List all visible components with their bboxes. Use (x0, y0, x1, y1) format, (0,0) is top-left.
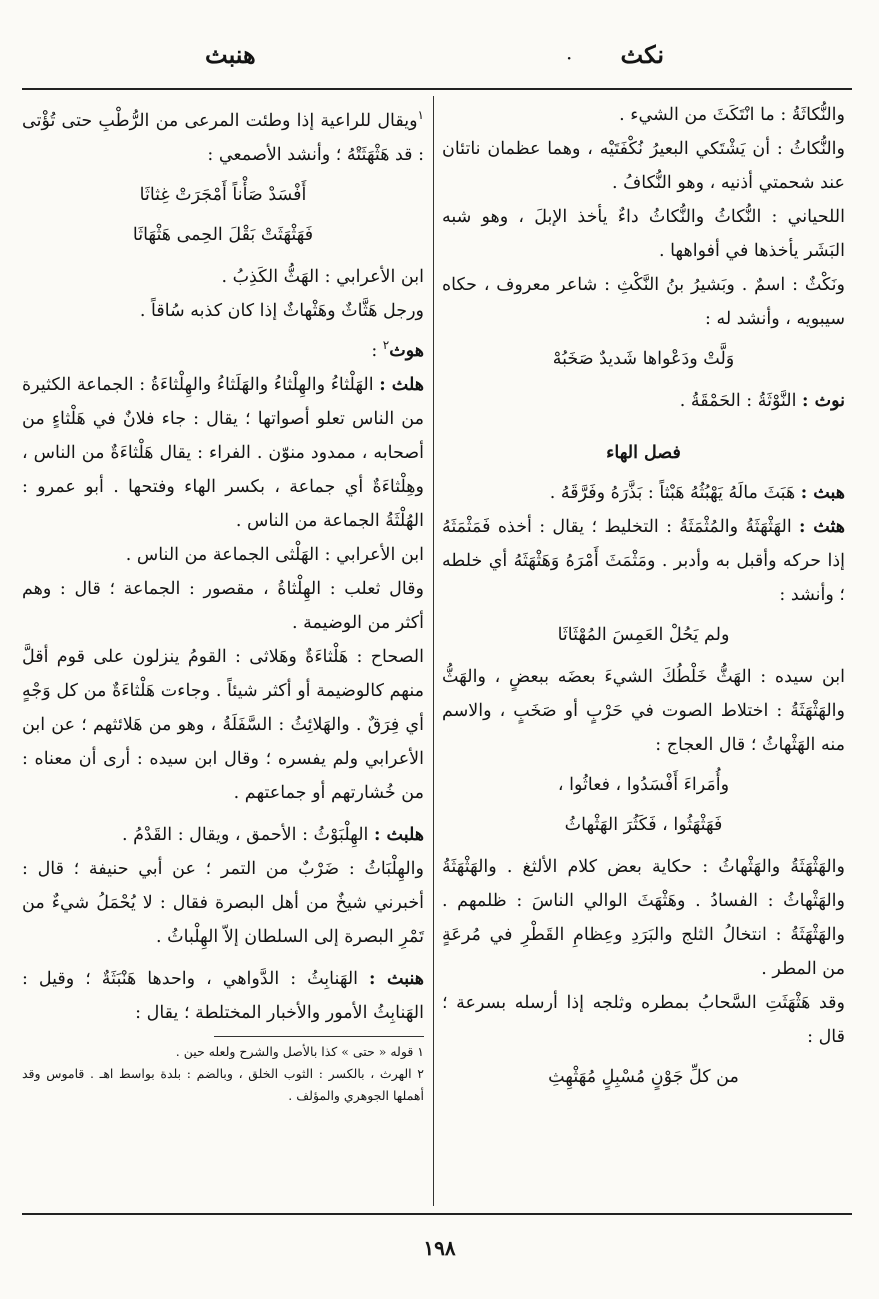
entry-text: ابن الأعرابي : الهَلْثى الجماعة من الناس . (125, 544, 424, 565)
entry-text: الهَنابِثُ : الدَّواهي ، واحدها هَنْبَثَةٌ ؛ وقيل : الهَنابِثُ الأمور والأخبار المختلطة ؛ يقال : (22, 968, 424, 1023)
entry-paragraph (22, 572, 424, 640)
entry-paragraph (442, 986, 845, 1054)
entry-text: الصحاح : هَلْثاءَةٌ وهَلاثى : القومُ ينزلون على قوم أقلَّ منهم كالوضيمة أو أكثر شيئاً . وجاءت هَلْثاءَةٌ من كل وَجْهٍ أي فِرَقٌ . والهَلائِثُ : السَّفَلَةُ ، وهو من هَلائثهم ؛ عن ابن الأعرابي ولم يفسره ؛ وقال ابن سيده : أرى أن معناه : من خُشارتهم أو جماعتهم . (22, 646, 424, 803)
entry-text: ابن سيده : الهَثُّ خَلْطُكَ الشيءَ بعضَه ببعضٍ ، والهَثُّ والهَثْهَثَةُ : اختلاط الصوت في حَرْبٍ أو صَخَبٍ ، والاسم منه الهَثْهاثُ ؛ قال العجاج : (442, 667, 845, 755)
entry-text: : (371, 340, 383, 361)
header-dot: · (566, 46, 573, 70)
entry-text: ورجل هَثَّاثٌ وهَثْهاثٌ إذا كان كذبه سُاقاً . (139, 300, 424, 321)
entry-paragraph (22, 218, 424, 252)
running-head-left: هنبث (205, 40, 256, 69)
entry-text: ويقال للراعية إذا وطئت المرعى من الرُّطْبِ حتى تُؤْتى : قد هَثْهَثَتْهُ ؛ وأنشد الأصمعي : (22, 110, 424, 165)
entry-paragraph (22, 294, 424, 328)
entry-text: ابن الأعرابي : الهَثُّ الكَذِبُ . (221, 266, 424, 287)
entry-paragraph (22, 328, 424, 368)
entry-paragraph (22, 852, 424, 954)
entry-text: والهَثْهَثَةُ والهَثْهاثُ : حكاية بعض كلام الألثغ . والهَثْهَثَةُ والهَثْهاثُ : الفسادُ . وهَثْهَثَ الوالي الناسَ : ظلمهم . والهَثْهَثَةُ : انتخالُ الثلج والبَرَدِ وعِظامِ القَطْرِ في مُرعَةٍ من المطر . (442, 857, 845, 979)
entry-text: النَّوْثَةُ : الحَمْقَةُ . (679, 391, 803, 411)
entry-text: ونَكْثٌ : اسمٌ . وبَشيرُ بنُ النَّكْثِ : شاعر معروف ، حكاه سيبويه ، وأنشد له : (442, 275, 845, 329)
entry-paragraph (22, 260, 424, 294)
headword: نوث : (802, 391, 845, 411)
left-column-body (22, 98, 424, 1030)
footnote-ref: ١ (417, 108, 424, 122)
footnote-separator (214, 1036, 424, 1037)
entry-text: الهَثْهَثَةُ والمُثْمَثَةُ : التخليط ؛ يقال : أخذه فَمَثْمَثَهُ إذا حركه وأقبل به وأدبر . ومَثْمَثَ أَمْرَهُ وَهَثْهَثَهُ أي خلطه ؛ وأنشد : (442, 517, 845, 605)
entry-paragraph (442, 850, 845, 986)
entry-text: وَلَّتْ ودَعْواها شَديدٌ صَخَبُهْ (552, 349, 735, 369)
footnote-2: ٢ الهرث ، بالكسر : الثوب الخلق ، وبالضم : بلدة بواسط اهـ . قاموس وقد أهملها الجوهري والمؤلف . (22, 1065, 424, 1103)
entry-text: والنُّكاثَةُ : ما انْتَكَثَ من الشيء . (619, 105, 845, 125)
headword: هلبث : (373, 824, 424, 845)
left-column (22, 98, 424, 1107)
entry-paragraph (442, 660, 845, 762)
entry-text: وقال ثعلب : الهِلْثاةُ ، مقصور : الجماعة ؛ قال : وهم أكثر من الوضيمة . (22, 578, 424, 633)
entry-paragraph (22, 818, 424, 852)
entry-text: فَهَثْهَثَتْ بَقْلَ الحِمى هَثْهَاثَا (132, 224, 314, 245)
entry-paragraph (442, 1060, 845, 1094)
footnote-ref: ٢ (382, 337, 390, 352)
entry-paragraph (22, 98, 424, 172)
entry-paragraph (442, 618, 845, 652)
entry-text: وأُمَراءَ أَفْسَدُوا ، فعاثُوا ، (557, 775, 730, 795)
entry-paragraph (22, 538, 424, 572)
entry-paragraph (22, 962, 424, 1030)
entry-text: وقد هَثْهَثَتِ السَّحابُ بمطره وثلجه إذا أرسله بسرعة ؛ قال : (442, 993, 845, 1047)
headword: هثث : (799, 517, 845, 537)
headword: هنبث : (369, 968, 425, 989)
headword: هلث : (379, 374, 424, 395)
column-divider (433, 96, 434, 1206)
headword: هوث (389, 340, 424, 361)
entry-text: فصل الهاء (606, 443, 681, 463)
entry-paragraph (22, 640, 424, 810)
entry-paragraph (442, 132, 845, 200)
entry-text: من كلِّ جَوْنٍ مُسْبِلٍ مُهَثْهِثِ (548, 1067, 739, 1087)
footnote-1: ١ قوله « حتى » كذا بالأصل والشرح ولعله حين . (175, 1043, 424, 1059)
entry-text: اللحياني : النُّكاثُ والنُّكاثُ داءٌ يأخذ الإبلَ ، وهو شبه البَشَر يأخذها في أفواهها . (442, 207, 845, 261)
footer-rule (22, 1213, 852, 1215)
entry-paragraph (442, 200, 845, 268)
entry-text: والهِلْبَاثُ : ضَرْبٌ من التمر ؛ عن أبي حنيفة ؛ قال : أخبرني شيخٌ من أهل البصرة فقال : لا يُحْمَلُ شيءٌ من تَمْرِ البصرة إلى السلطان إلاّ الهِلْباثُ . (22, 858, 424, 947)
entry-paragraph (442, 98, 845, 132)
entry-text: الهَلْثاءُ والهِلْثاءُ والهَلَثاءُ والهِلْثاءَةُ : الجماعة الكثيرة من الناس تعلو أصواتها ؛ يقال : جاء فلانٌ في هَلْثاءٍ من أصحابه ، ممدود منوّن . الفراء : يقال هَلْثاءَةٌ من الناس ، وهِلْثاءَةٌ أي جماعة ، بكسر الهاء وفتحها . أبو عمرو : الهُلْثَةُ الجماعة من الناس . (22, 374, 424, 531)
entry-paragraph (442, 436, 845, 470)
entry-text: الهِلْبَوْثُ : الأحمق ، ويقال : القَدْمُ . (121, 824, 374, 845)
entry-text: فَهَثْهَثُوا ، فَكَثُرَ الهَثْهاثُ (564, 815, 723, 835)
entry-paragraph (442, 384, 845, 418)
entry-paragraph (442, 510, 845, 612)
entry-paragraph (22, 368, 424, 538)
entry-paragraph (442, 342, 845, 376)
entry-paragraph (22, 178, 424, 212)
headword: هبث : (800, 483, 845, 503)
entry-text: هَبَثَ مالَهُ يَهْبُثُهُ هَبْثاً : بَذَّرَهُ وفَرَّقَهُ . (549, 483, 801, 503)
entry-paragraph (442, 268, 845, 336)
entry-text: والنُّكاثُ : أن يَشْتَكي البعيرُ نُكْفَتَيْه ، وهما عظمان ناتئان عند شحمتي أذنيه ، وهو النُّكافُ . (442, 139, 845, 193)
running-head-right: نكث (620, 40, 664, 69)
entry-text: أَفْسَدْ صَأْناً أَمْجَرَتْ غِثاثَا (139, 184, 307, 205)
entry-paragraph (442, 476, 845, 510)
page-number: ١٩٨ (423, 1236, 456, 1260)
right-column (442, 98, 845, 1100)
header-rule (22, 88, 852, 90)
entry-text: ولم يَحُلْ العَمِسَ المُهْثَاثَا (557, 625, 730, 645)
entry-paragraph (442, 808, 845, 842)
entry-paragraph (442, 768, 845, 802)
